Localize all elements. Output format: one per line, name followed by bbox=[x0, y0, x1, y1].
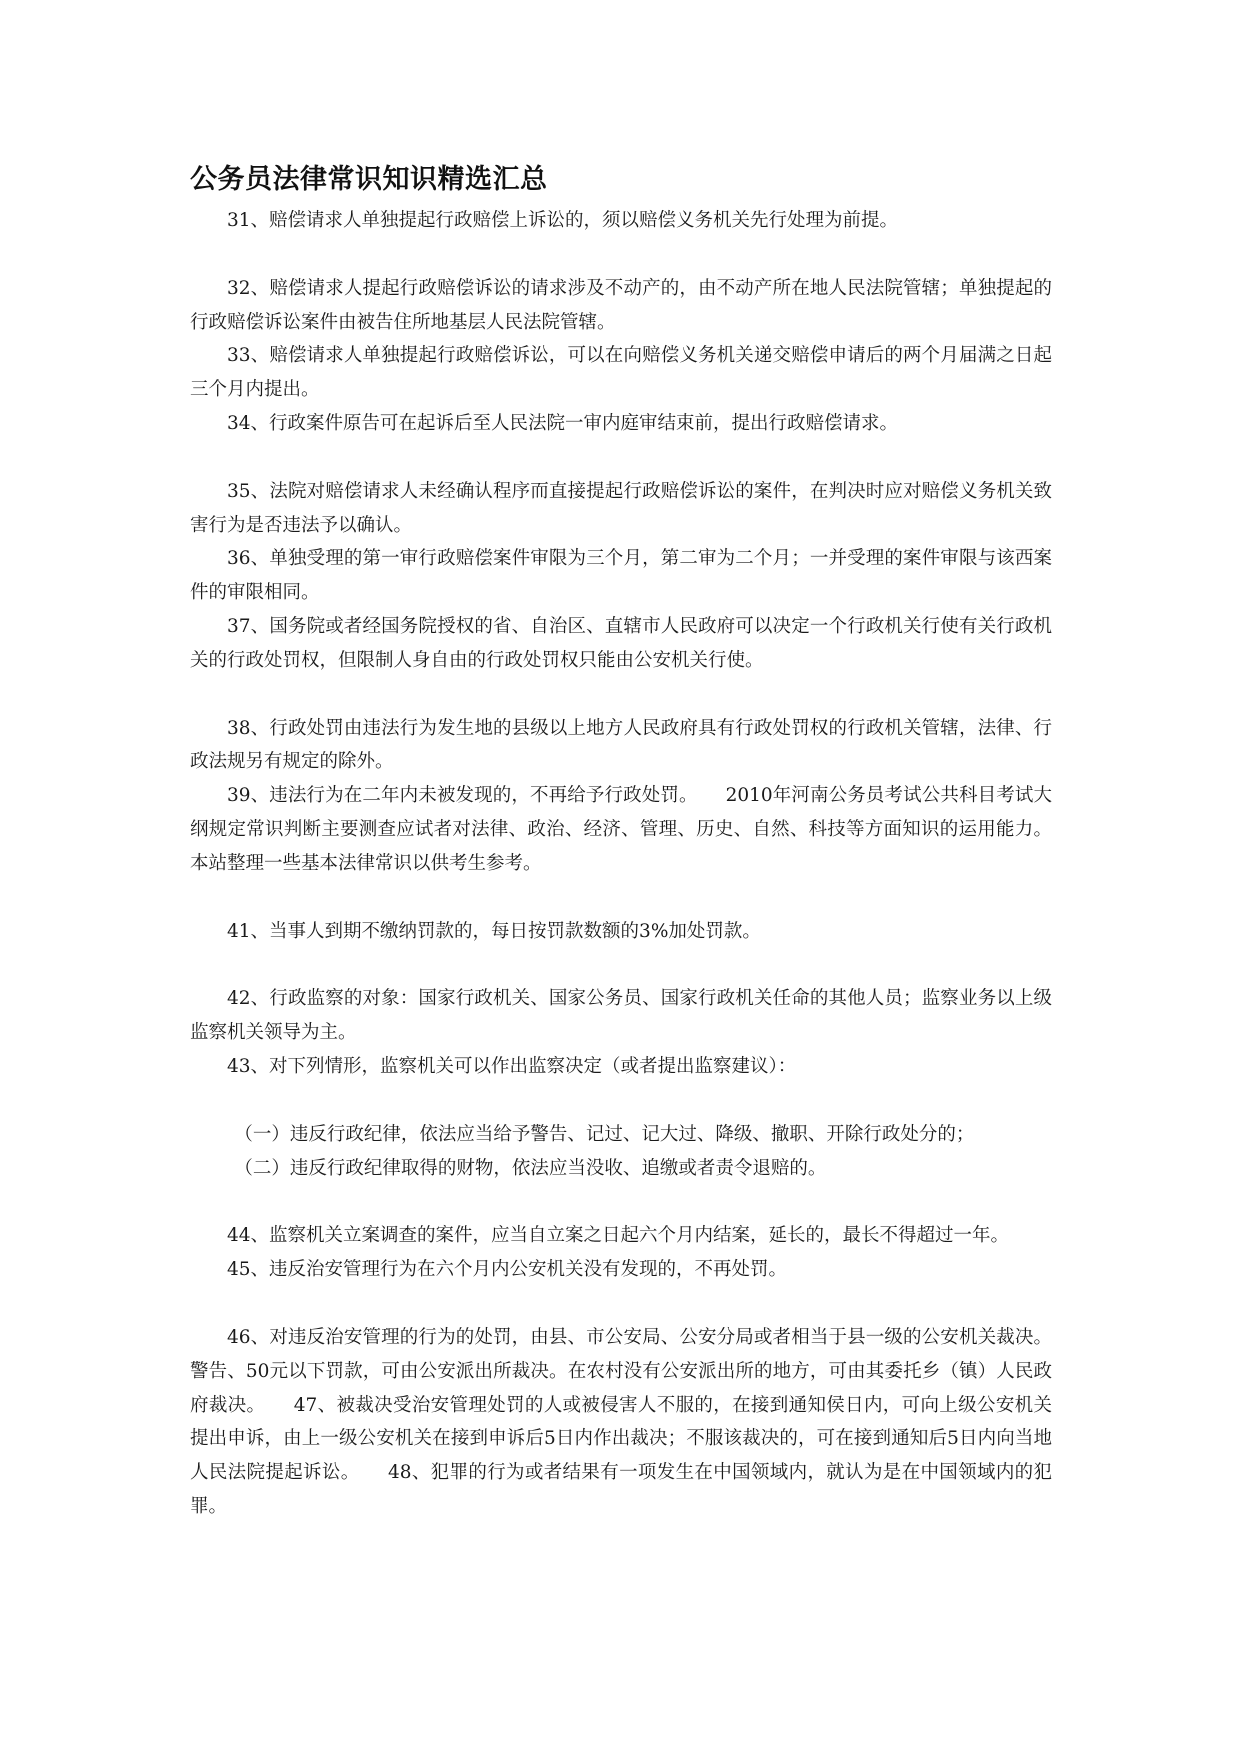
paragraph-35: 35、法院对赔偿请求人未经确认程序而直接提起行政赔偿诉讼的案件，在判决时应对赔偿义务机关致害行为是否违法予以确认。 bbox=[190, 480, 1052, 536]
paragraph-37: 37、国务院或者经国务院授权的省、自治区、直辖市人民政府可以决定一个行政机关行使有关行政机关的行政处罚权，但限制人身自由的行政处罚权只能由公安机关行使。 bbox=[190, 615, 1052, 671]
paragraph-41: 41、当事人到期不缴纳罚款的，每日按罚款数额的3%加处罚款。 bbox=[227, 920, 761, 942]
paragraph-31: 31、赔偿请求人单独提起行政赔偿上诉讼的，须以赔偿义务机关先行处理为前提。 bbox=[227, 210, 899, 231]
document-body bbox=[190, 162, 1052, 1524]
paragraph-33: 33、赔偿请求人单独提起行政赔偿诉讼，可以在向赔偿义务机关递交赔偿申请后的两个月届满之日起三个月内提出。 bbox=[190, 345, 1052, 401]
paragraph-43-item-1: （一）违反行政纪律，依法应当给予警告、记过、记大过、降级、撤职、开除行政处分的； bbox=[234, 1123, 975, 1145]
document-title: 公务员法律常识知识精选汇总 bbox=[190, 164, 548, 195]
paragraph-43-item-2: （二）违反行政纪律取得的财物，依法应当没收、追缴或者责令退赔的。 bbox=[234, 1157, 827, 1179]
paragraph-36: 36、单独受理的第一审行政赔偿案件审限为三个月，第二审为二个月；一并受理的案件审限与该西案件的审限相同。 bbox=[190, 548, 1052, 604]
paragraph-32: 32、赔偿请求人提起行政赔偿诉讼的请求涉及不动产的，由不动产所在地人民法院管辖；单独提起的行政赔偿诉讼案件由被告住所地基层人民法院管辖。 bbox=[190, 277, 1052, 333]
paragraph-46-48: 46、对违反治安管理的行为的处罚，由县、市公安局、公安分局或者相当于县一级的公安机关裁决。警告、50元以下罚款，可由公安派出所裁决。在农村没有公安派出所的地方，可由其委托乡（镇）人民政府裁决。 47、被裁决受治安管理处罚的人或被侵害人不服的，在接到通知侯日内，可向上级公安机关提出申诉，由上一级公安机关在接到申诉后5日内作出裁决；不服该裁决的，可在接到通知后5日内向当地人民法院提起诉讼。 48、犯罪的行为或者结果有一项发生在中国领域内，就认为是在中国领域内的犯罪。 bbox=[190, 1326, 1052, 1517]
paragraph-44: 44、监察机关立案调查的案件，应当自立案之日起六个月内结案，延长的，最长不得超过一年。 bbox=[227, 1225, 1010, 1247]
paragraph-38: 38、行政处罚由违法行为发生地的县级以上地方人民政府具有行政处罚权的行政机关管辖，法律、行政法规另有规定的除外。 bbox=[190, 717, 1052, 773]
paragraph-45: 45、违反治安管理行为在六个月内公安机关没有发现的，不再处罚。 bbox=[227, 1259, 788, 1281]
paragraph-34: 34、行政案件原告可在起诉后至人民法院一审内庭审结束前，提出行政赔偿请求。 bbox=[227, 412, 899, 434]
paragraph-43: 43、对下列情形，监察机关可以作出监察决定（或者提出监察建议）： bbox=[227, 1055, 797, 1077]
paragraph-39: 39、违法行为在二年内未被发现的，不再给予行政处罚。 2010年河南公务员考试公共科目考试大纲规定常识判断主要测查应试者对法律、政治、经济、管理、历史、自然、科技等方面知识的运用能力。本站整理一些基本法律常识以供考生参考。 bbox=[190, 785, 1052, 874]
paragraph-42: 42、行政监察的对象：国家行政机关、国家公务员、国家行政机关任命的其他人员；监察业务以上级监察机关领导为主。 bbox=[190, 988, 1052, 1044]
